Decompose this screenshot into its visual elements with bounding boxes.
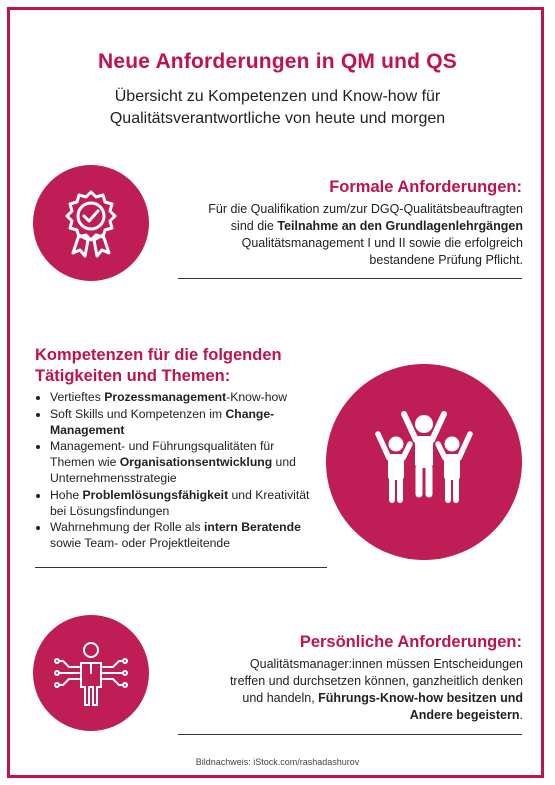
team-circle [326,364,522,560]
page-title: Neue Anforderungen in QM und QS [98,50,457,73]
competency-item [50,389,312,405]
business-person-network-icon [33,615,149,731]
competency-item-suffix: und Unternehmensstrategie [50,455,296,485]
subtitle-line-2: Qualitätsverantwortliche von heute und morgen [109,110,446,127]
competency-item-bold: Problemlösungsfähigkeit [82,487,229,502]
competency-item-suffix: und Kreativität bei Lösungsfindungen [50,487,310,518]
team-celebrating-icon [326,364,522,560]
section3-heading: Persönliche Anforderungen: [299,633,522,651]
competency-item-bold: Organisationsentwicklung [119,455,273,469]
award-badge-circle [33,165,149,281]
competency-item-bold: Prozessmanagement [104,390,227,404]
competency-item-bold: intern Beratende [204,520,301,534]
section1-text-bold: Teilnahme an den Grundlagenlehrgängen [277,219,523,233]
competency-item [50,438,312,486]
page-subtitle [0,86,555,130]
section3-divider [178,734,522,735]
section1-text-part1: Für die Qualifikation zum/zur DGQ-Qualitätsbeauftragten sind die [208,202,523,233]
section2-divider [35,567,327,568]
section1-text [205,201,523,269]
section3-text [225,656,523,724]
section1-heading: Formale Anforderungen: [329,178,522,196]
competency-list [34,389,312,552]
subtitle-line-1: Übersicht zu Kompetenzen und Know-how für [114,88,441,105]
competency-item-text: Wahrnehmung der Rolle als [50,520,204,534]
competency-item [50,519,312,551]
section3-text-bold: Führungs-Know-how besitzen und Andere begeistern [318,691,523,722]
competency-item-text: Management- und Führungsqualitäten für Themen wie [50,439,275,469]
image-credit: Bildnachweis: iStock.com/rashadashurov [195,757,360,767]
section2-heading-line1: Kompetenzen für die folgenden [35,346,282,364]
competency-item [50,406,312,438]
competency-item-suffix: -Know-how [226,390,288,404]
section1-text-part2: Qualitätsmanagement I und II sowie die erfolgreich bestandene Prüfung Pflicht. [241,236,523,267]
competency-item-suffix: sowie Team- oder Projektleitende [50,536,230,550]
section2-heading [35,345,282,387]
competency-item-text: Hohe [50,487,83,502]
competency-item-text: Vertieftes [50,390,105,404]
section1-divider [178,278,522,279]
business-person-circle [33,615,149,731]
section3-text-part1: Qualitätsmanager:innen müssen Entscheidungen treffen und durchsetzen können, ganzheitlich denken und handeln, [229,657,523,705]
competency-item [50,487,312,519]
section2-heading-line2: Tätigkeiten und Themen: [35,367,231,385]
competency-item-bold: Change-Management [50,406,275,437]
section3-text-part2: . [519,708,523,722]
competency-item-text: Soft Skills und Kompetenzen im [50,406,226,421]
award-badge-icon [33,165,149,281]
